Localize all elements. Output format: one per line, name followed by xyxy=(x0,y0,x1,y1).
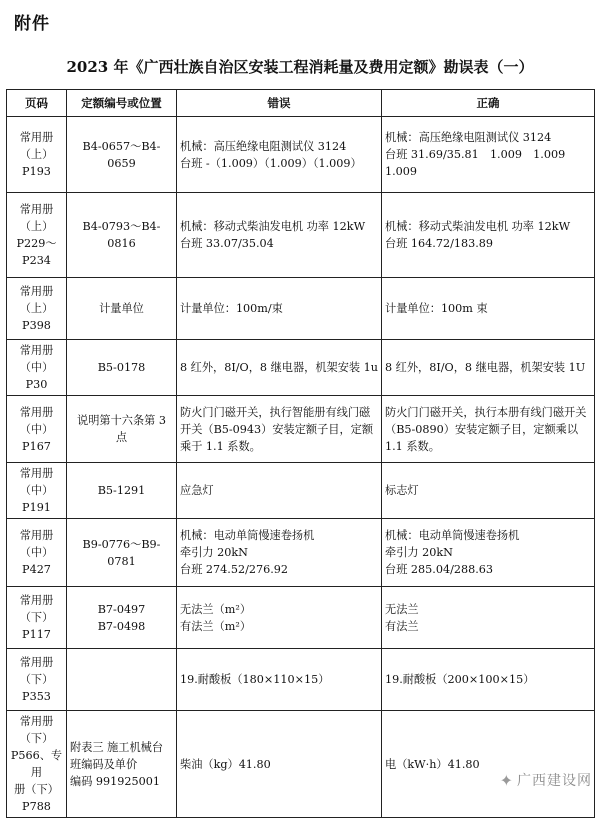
cell-page: 常用册 （上） P398 xyxy=(7,278,67,340)
table-row xyxy=(7,117,595,193)
cell-page: 常用册 （中） P167 xyxy=(7,396,67,463)
col-header-correct: 正确 xyxy=(382,90,595,117)
table-row xyxy=(7,193,595,278)
table-row xyxy=(7,649,595,711)
cell-error: 无法兰（m²） 有法兰（m²） xyxy=(177,587,382,649)
cell-correct: 机械：高压绝缘电阻测试仪 3124 台班 31.69/35.81 1.009 1.009 1.009 xyxy=(382,117,595,193)
cell-code: 说明第十六条第 3 点 xyxy=(67,396,177,463)
table-row xyxy=(7,463,595,519)
cell-error: 应急灯 xyxy=(177,463,382,519)
cell-error: 机械：高压绝缘电阻测试仪 3124 台班 -（1.009）（1.009）（1.009） xyxy=(177,117,382,193)
errata-table xyxy=(6,89,595,818)
table-row xyxy=(7,519,595,587)
table-row xyxy=(7,340,595,396)
cell-code xyxy=(67,649,177,711)
cell-page: 常用册 （中）P30 xyxy=(7,340,67,396)
cell-code: 计量单位 xyxy=(67,278,177,340)
cell-error: 柴油（kg）41.80 xyxy=(177,711,382,818)
attachment-label: 附件 xyxy=(14,14,50,34)
cell-correct: 机械：电动单筒慢速卷扬机 牵引力 20kN 台班 285.04/288.63 xyxy=(382,519,595,587)
table-row xyxy=(7,711,595,818)
cell-page: 常用册 （下） P353 xyxy=(7,649,67,711)
watermark-text: 广西建设网 xyxy=(517,773,592,789)
cell-error: 机械：移动式柴油发电机 功率 12kW 台班 33.07/35.04 xyxy=(177,193,382,278)
cell-page: 常用册 （下） P117 xyxy=(7,587,67,649)
cell-page: 常用册 （中） P191 xyxy=(7,463,67,519)
cell-correct: 机械：移动式柴油发电机 功率 12kW 台班 164.72/183.89 xyxy=(382,193,595,278)
cell-code: B4-0657～B4-0659 xyxy=(67,117,177,193)
document-title: 2023 年《广西壮族自治区安装工程消耗量及费用定额》勘误表（一） xyxy=(66,58,534,76)
cell-error: 19.耐酸板（180×110×15） xyxy=(177,649,382,711)
cell-code: B4-0793～B4-0816 xyxy=(67,193,177,278)
table-header-row xyxy=(7,90,595,117)
cell-page: 常用册 （上） P193 xyxy=(7,117,67,193)
cell-code: B5-1291 xyxy=(67,463,177,519)
site-watermark xyxy=(500,770,592,790)
cell-correct: 8 红外，8I/O，8 继电器，机架安装 1U xyxy=(382,340,595,396)
cell-correct: 计量单位：100m 束 xyxy=(382,278,595,340)
cell-code: B9-0776～B9-0781 xyxy=(67,519,177,587)
table-row xyxy=(7,396,595,463)
cell-error: 防火门门磁开关，执行智能册有线门磁开关（B5-0943）安装定额子目，定额乘于 1.1 系数。 xyxy=(177,396,382,463)
star-swoosh-icon: ✦ xyxy=(499,770,513,790)
col-header-error: 错误 xyxy=(177,90,382,117)
col-header-code: 定额编号或位置 xyxy=(67,90,177,117)
cell-error: 8 红外，8I/O，8 继电器，机架安装 1u xyxy=(177,340,382,396)
cell-error: 机械：电动单筒慢速卷扬机 牵引力 20kN 台班 274.52/276.92 xyxy=(177,519,382,587)
cell-correct: 标志灯 xyxy=(382,463,595,519)
table-row xyxy=(7,278,595,340)
cell-code: B5-0178 xyxy=(67,340,177,396)
cell-page: 常用册 （下） P566、专用 册（下） P788 xyxy=(7,711,67,818)
cell-correct: 19.耐酸板（200×100×15） xyxy=(382,649,595,711)
cell-correct: 无法兰 有法兰 xyxy=(382,587,595,649)
table-row xyxy=(7,587,595,649)
cell-code: 附表三 施工机械台班编码及单价 编码 991925001 xyxy=(67,711,177,818)
cell-code: B7-0497 B7-0498 xyxy=(67,587,177,649)
cell-correct: 电（kW·h）41.80 xyxy=(382,711,595,818)
col-header-page: 页码 xyxy=(7,90,67,117)
cell-page: 常用册 （中） P427 xyxy=(7,519,67,587)
cell-correct: 防火门门磁开关，执行本册有线门磁开关（B5-0890）安装定额子目，定额乘以 1.1 系数。 xyxy=(382,396,595,463)
cell-error: 计量单位：100m/束 xyxy=(177,278,382,340)
cell-page: 常用册 （上） P229～ P234 xyxy=(7,193,67,278)
